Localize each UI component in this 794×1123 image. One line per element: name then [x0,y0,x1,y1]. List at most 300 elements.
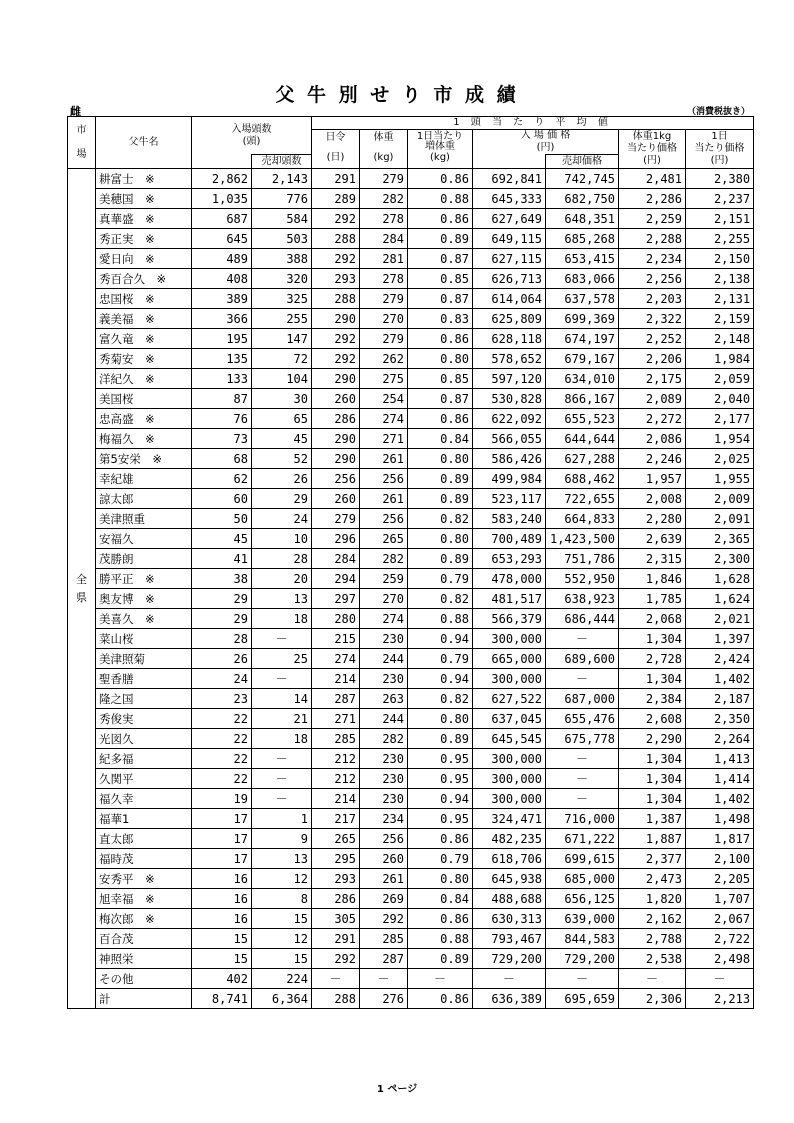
cell-gain: － [408,969,473,989]
cell-age: 265 [312,829,360,849]
cell-weight: 271 [360,429,408,449]
cell-sire: 洋紀久 ※ [96,369,192,389]
cell-entry-price: 499,984 [473,469,546,489]
cell-entry-price: 482,235 [473,829,546,849]
cell-entered: 1,035 [192,189,252,209]
cell-sire: 福時茂 [96,849,192,869]
cell-weight: 230 [360,749,408,769]
cell-weight: 269 [360,889,408,909]
cell-sold-price: 637,578 [546,289,619,309]
table-row [68,829,754,849]
cell-weight: 279 [360,329,408,349]
cell-sold: 30 [252,389,312,409]
cell-weight: 274 [360,409,408,429]
total-entry-price: 636,389 [473,989,546,1009]
cell-sold-price: 699,615 [546,849,619,869]
cell-weight: 256 [360,469,408,489]
cell-sire: 百合茂 [96,929,192,949]
cell-per-kg: 2,162 [619,909,686,929]
cell-per-day: 2,040 [686,389,754,409]
cell-sire: 愛日向 ※ [96,249,192,269]
cell-weight: 278 [360,209,408,229]
table-row [68,949,754,969]
cell-gain: 0.88 [408,189,473,209]
table-row [68,389,754,409]
cell-weight: 261 [360,869,408,889]
table-row [68,289,754,309]
cell-weight: 256 [360,509,408,529]
cell-gain: 0.89 [408,729,473,749]
cell-per-day: 2,059 [686,369,754,389]
cell-entered: 29 [192,609,252,629]
cell-sire: 福華1 [96,809,192,829]
cell-sire: 光図久 [96,729,192,749]
cell-entered: 26 [192,649,252,669]
cell-entry-price: 300,000 [473,769,546,789]
cell-age: 288 [312,229,360,249]
cell-per-day: － [686,969,754,989]
cell-sold: 18 [252,729,312,749]
cell-age: 293 [312,269,360,289]
table-row [68,229,754,249]
cell-sire: 隆之国 [96,689,192,709]
cell-age: 271 [312,709,360,729]
cell-sold: 15 [252,949,312,969]
cell-age: 215 [312,629,360,649]
cell-sold: － [252,789,312,809]
cell-age: 297 [312,589,360,609]
cell-gain: 0.95 [408,749,473,769]
cell-weight: － [360,969,408,989]
table-row [68,629,754,649]
cell-weight: 254 [360,389,408,409]
table-row [68,209,754,229]
cell-gain: 0.86 [408,209,473,229]
cell-per-kg: 2,280 [619,509,686,529]
cell-sold-price: 699,369 [546,309,619,329]
cell-entered: 24 [192,669,252,689]
cell-per-day: 2,138 [686,269,754,289]
cell-sire: 真華盛 ※ [96,209,192,229]
cell-gain: 0.94 [408,789,473,809]
cell-sold: 26 [252,469,312,489]
cell-sire: 秀俊実 [96,709,192,729]
cell-per-kg: 2,315 [619,549,686,569]
cell-per-kg: 1,304 [619,629,686,649]
cell-weight: 230 [360,629,408,649]
cell-weight: 284 [360,229,408,249]
cell-weight: 259 [360,569,408,589]
cell-gain: 0.86 [408,829,473,849]
cell-entry-price: 481,517 [473,589,546,609]
cell-entered: 15 [192,929,252,949]
cell-sold-price: 639,000 [546,909,619,929]
cell-per-kg: 2,286 [619,189,686,209]
market-cell: 全 県 [68,169,96,1009]
cell-sold-price: 648,351 [546,209,619,229]
cell-entered: 22 [192,709,252,729]
table-row [68,709,754,729]
cell-gain: 0.82 [408,689,473,709]
total-sire: 計 [96,989,192,1009]
cell-sold: 29 [252,489,312,509]
cell-entered: 15 [192,949,252,969]
cell-age: 289 [312,189,360,209]
cell-sold: 15 [252,909,312,929]
cell-sire: 義美福 ※ [96,309,192,329]
cell-sold: 1 [252,809,312,829]
weight-header: 体重 (kg) [360,130,408,169]
cell-per-day: 2,264 [686,729,754,749]
cell-sold: 503 [252,229,312,249]
cell-gain: 0.87 [408,249,473,269]
cell-entered: 41 [192,549,252,569]
cell-weight: 244 [360,709,408,729]
cell-gain: 0.89 [408,469,473,489]
cell-sire: 梅福久 ※ [96,429,192,449]
cell-gain: 0.83 [408,309,473,329]
cell-gain: 0.80 [408,449,473,469]
cell-age: 214 [312,789,360,809]
cell-gain: 0.95 [408,809,473,829]
avg-group-header: 1 頭 当 た り 平 均 値 [312,117,754,130]
cell-entered: 16 [192,889,252,909]
cell-sire: 忠高盛 ※ [96,409,192,429]
cell-entry-price: 566,379 [473,609,546,629]
cell-entered: 73 [192,429,252,449]
cell-per-day: 1,955 [686,469,754,489]
cell-sold: 147 [252,329,312,349]
cell-weight: 261 [360,489,408,509]
cell-age: 274 [312,649,360,669]
cell-entered: 87 [192,389,252,409]
table-row [68,569,754,589]
cell-sire: 富久竜 ※ [96,329,192,349]
cell-gain: 0.89 [408,229,473,249]
cell-sire: 美津照重 [96,509,192,529]
cell-sold-price: 644,644 [546,429,619,449]
cell-entered: 23 [192,689,252,709]
cell-age: 217 [312,809,360,829]
total-sold: 6,364 [252,989,312,1009]
cell-per-day: 2,091 [686,509,754,529]
cell-per-kg: 2,203 [619,289,686,309]
cell-per-kg: 2,089 [619,389,686,409]
cell-entered: 22 [192,749,252,769]
cell-sold-price: 716,000 [546,809,619,829]
cell-gain: 0.85 [408,269,473,289]
cell-sold: 12 [252,869,312,889]
cell-age: 305 [312,909,360,929]
cell-gain: 0.82 [408,509,473,529]
cell-gain: 0.88 [408,609,473,629]
table-header [68,117,754,169]
cell-gain: 0.89 [408,549,473,569]
cell-entry-price: 700,489 [473,529,546,549]
cell-gain: 0.79 [408,649,473,669]
cell-sire: 忠国桜 ※ [96,289,192,309]
cell-entered: 408 [192,269,252,289]
table-row [68,549,754,569]
cell-per-kg: 2,272 [619,409,686,429]
cell-gain: 0.79 [408,569,473,589]
age-header: 日令 (日) [312,130,360,169]
cell-sold: 25 [252,649,312,669]
cell-gain: 0.87 [408,389,473,409]
cell-per-kg: 1,304 [619,769,686,789]
cell-per-day: 2,498 [686,949,754,969]
per-day-header: 1日 当たり価格 (円) [686,130,754,169]
cell-entered: 402 [192,969,252,989]
cell-weight: 261 [360,449,408,469]
cell-age: － [312,969,360,989]
cell-sire: 勝平正 ※ [96,569,192,589]
cell-per-kg: 2,538 [619,949,686,969]
cell-per-kg: 2,728 [619,649,686,669]
cell-gain: 0.80 [408,869,473,889]
cell-per-kg: 2,259 [619,209,686,229]
cell-entry-price: 478,000 [473,569,546,589]
cell-sold-price: 655,476 [546,709,619,729]
cell-entry-price: 566,055 [473,429,546,449]
cell-gain: 0.89 [408,949,473,969]
cell-per-day: 2,009 [686,489,754,509]
cell-age: 212 [312,769,360,789]
cell-sire: 茂勝朗 [96,549,192,569]
table-row [68,329,754,349]
cell-sold-price: 687,000 [546,689,619,709]
cell-per-kg: 2,086 [619,429,686,449]
cell-per-day: 1,984 [686,349,754,369]
cell-per-day: 2,159 [686,309,754,329]
cell-age: 291 [312,929,360,949]
table-row [68,849,754,869]
cell-age: 260 [312,489,360,509]
cell-sold: 12 [252,929,312,949]
cell-sold-price: 751,786 [546,549,619,569]
cell-per-day: 2,237 [686,189,754,209]
cell-sold: 9 [252,829,312,849]
cell-age: 293 [312,869,360,889]
cell-entry-price: 626,713 [473,269,546,289]
cell-entry-price: 578,652 [473,349,546,369]
cell-sire: 梅次郎 ※ [96,909,192,929]
table-row [68,509,754,529]
cell-per-day: 2,025 [686,449,754,469]
cell-sold: 13 [252,589,312,609]
cell-per-kg: 2,608 [619,709,686,729]
cell-per-day: 2,177 [686,409,754,429]
cell-sold-price: － [546,749,619,769]
cell-sire: 美国桜 [96,389,192,409]
cell-age: 212 [312,749,360,769]
cell-entered: 19 [192,789,252,809]
cell-per-day: 1,954 [686,429,754,449]
cell-sold: 8 [252,889,312,909]
results-table [67,116,754,1009]
cell-entered: 645 [192,229,252,249]
table-row [68,469,754,489]
table-row [68,789,754,809]
cell-age: 290 [312,369,360,389]
cell-sire: 直太郎 [96,829,192,849]
cell-sire: 奥友博 ※ [96,589,192,609]
cell-sold-price: 674,197 [546,329,619,349]
cell-weight: 281 [360,249,408,269]
cell-per-day: 2,205 [686,869,754,889]
cell-sire: 美喜久 ※ [96,609,192,629]
sold-price-header: 売却価格 [546,155,619,169]
total-gain: 0.86 [408,989,473,1009]
cell-entered: 17 [192,849,252,869]
cell-per-kg: 1,820 [619,889,686,909]
table-row [68,969,754,989]
cell-entry-price: 300,000 [473,789,546,809]
table-row [68,449,754,469]
cell-per-kg: 1,846 [619,569,686,589]
sire-header: 父牛名 [96,117,192,169]
page-footer: 1 ページ [376,1084,418,1095]
cell-age: 295 [312,849,360,869]
cell-entered: 38 [192,569,252,589]
cell-entered: 60 [192,489,252,509]
cell-sold-price: 689,600 [546,649,619,669]
entered-heads-header: 入場頭数 (頭) [192,117,312,155]
cell-sold: 584 [252,209,312,229]
tax-note: （消費税抜き） [686,107,750,117]
cell-per-kg: － [619,969,686,989]
cell-gain: 0.84 [408,429,473,449]
cell-entry-price: 300,000 [473,669,546,689]
cell-sold: － [252,669,312,689]
cell-entered: 16 [192,869,252,889]
cell-weight: 274 [360,609,408,629]
cell-per-kg: 1,304 [619,669,686,689]
cell-sold: 28 [252,549,312,569]
cell-entry-price: 645,333 [473,189,546,209]
cell-sold: 776 [252,189,312,209]
cell-per-day: 1,707 [686,889,754,909]
cell-per-day: 1,402 [686,789,754,809]
cell-sire: 美津照菊 [96,649,192,669]
sex-label: 雌 [70,105,81,118]
cell-weight: 244 [360,649,408,669]
cell-sold-price: － [546,769,619,789]
cell-age: 284 [312,549,360,569]
cell-sire: 紀多福 [96,749,192,769]
cell-sold: 45 [252,429,312,449]
cell-weight: 285 [360,929,408,949]
cell-gain: 0.84 [408,889,473,909]
total-per-kg: 2,306 [619,989,686,1009]
total-age: 288 [312,989,360,1009]
cell-per-day: 2,424 [686,649,754,669]
page-title: 父 牛 別 せ り 市 成 績 [275,84,519,106]
cell-sold: 65 [252,409,312,429]
cell-sold: － [252,769,312,789]
total-row [68,989,754,1009]
cell-sold: 224 [252,969,312,989]
cell-per-day: 2,350 [686,709,754,729]
cell-sold-price: 638,923 [546,589,619,609]
cell-sire: 旭幸福 ※ [96,889,192,909]
cell-per-kg: 2,377 [619,849,686,869]
cell-entered: 133 [192,369,252,389]
cell-per-kg: 2,639 [619,529,686,549]
cell-age: 292 [312,949,360,969]
cell-entry-price: 628,118 [473,329,546,349]
table-row [68,649,754,669]
cell-sire: 第5安栄 ※ [96,449,192,469]
cell-weight: 265 [360,529,408,549]
cell-sold: 21 [252,709,312,729]
cell-weight: 270 [360,309,408,329]
cell-age: 285 [312,729,360,749]
cell-per-kg: 2,288 [619,229,686,249]
cell-per-day: 2,722 [686,929,754,949]
cell-per-day: 2,187 [686,689,754,709]
cell-sold-price: － [546,669,619,689]
cell-per-kg: 2,008 [619,489,686,509]
cell-entry-price: 630,313 [473,909,546,929]
table-row [68,769,754,789]
cell-weight: 262 [360,349,408,369]
cell-entered: 366 [192,309,252,329]
cell-per-kg: 2,252 [619,329,686,349]
cell-sold: 104 [252,369,312,389]
gain-header: 1日当たり 増体重 (kg) [408,130,473,169]
cell-weight: 230 [360,669,408,689]
table-row [68,909,754,929]
cell-gain: 0.86 [408,329,473,349]
cell-age: 294 [312,569,360,589]
cell-sold-price: 844,583 [546,929,619,949]
cell-entry-price: 729,200 [473,949,546,969]
cell-gain: 0.82 [408,589,473,609]
table-row [68,669,754,689]
cell-entry-price: 625,809 [473,309,546,329]
cell-sold-price: 685,000 [546,869,619,889]
cell-per-kg: 2,175 [619,369,686,389]
cell-per-kg: 2,473 [619,869,686,889]
cell-entered: 28 [192,629,252,649]
cell-entered: 195 [192,329,252,349]
cell-entered: 489 [192,249,252,269]
cell-gain: 0.80 [408,709,473,729]
cell-weight: 260 [360,849,408,869]
cell-per-kg: 2,788 [619,929,686,949]
per-kg-header: 体重1kg 当たり価格 (円) [619,130,686,169]
cell-per-kg: 1,957 [619,469,686,489]
table-row [68,809,754,829]
cell-per-kg: 2,256 [619,269,686,289]
cell-age: 260 [312,389,360,409]
cell-per-kg: 2,068 [619,609,686,629]
cell-entered: 62 [192,469,252,489]
cell-sold-price: － [546,789,619,809]
cell-sold: 320 [252,269,312,289]
cell-sire: 耕富士 ※ [96,169,192,189]
cell-entry-price: 692,841 [473,169,546,189]
cell-sold-price: 742,745 [546,169,619,189]
cell-age: 286 [312,409,360,429]
cell-sold: 10 [252,529,312,549]
table-row [68,309,754,329]
cell-sold: 13 [252,849,312,869]
cell-sold-price: 634,010 [546,369,619,389]
cell-sold-price: 627,288 [546,449,619,469]
cell-sold-price: 656,125 [546,889,619,909]
